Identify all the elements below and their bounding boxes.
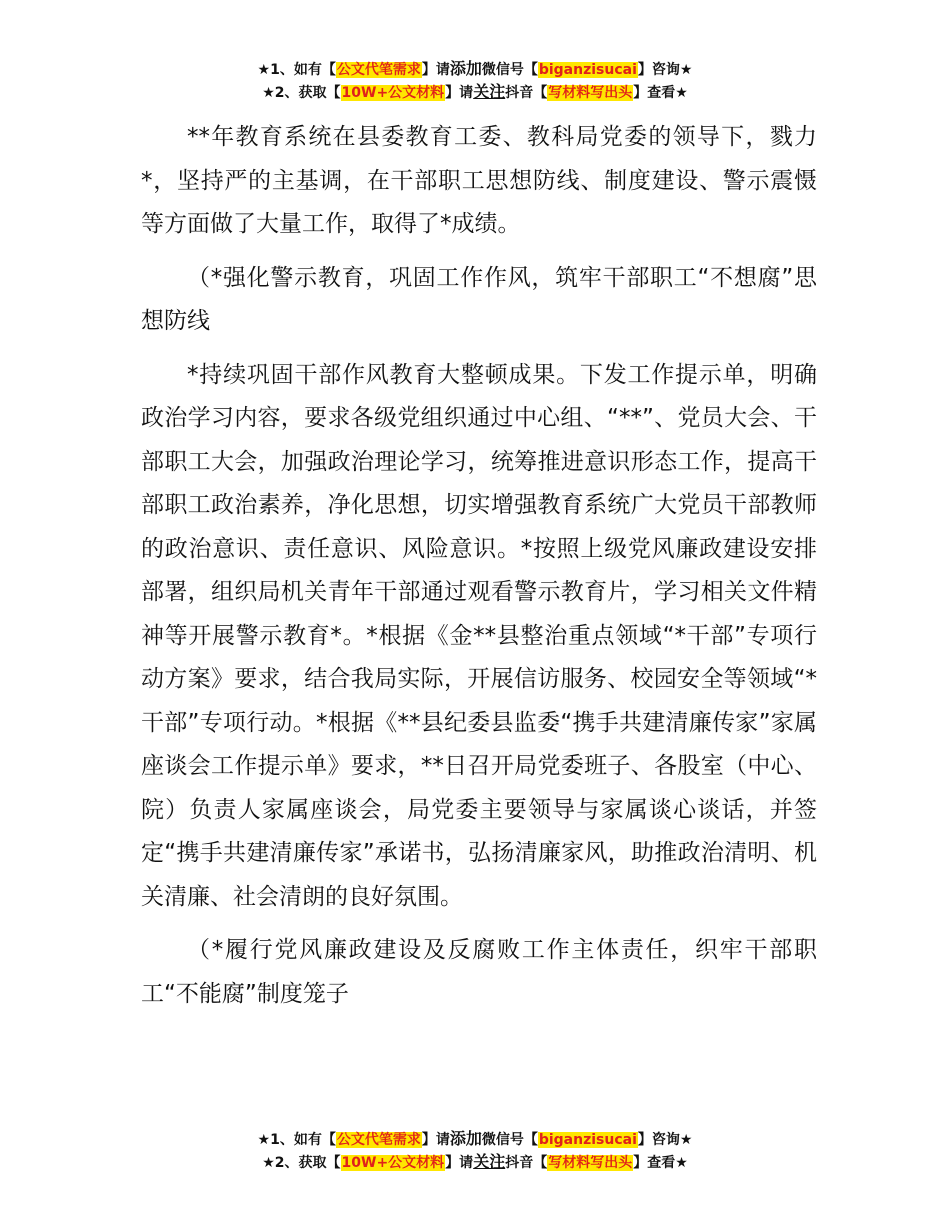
section-heading-1: （*强化警示教育，巩固工作作风，筑牢干部职工“不想腐”思想防线 [141,264,817,334]
highlight-douyin-account: 写材料写出头 [548,1155,633,1171]
banner-text: 】查看★ [633,1155,688,1171]
banner-text: 】请 [421,1132,450,1148]
banner-emphasis: 添加 [449,59,482,78]
banner-text: 抖音【 [505,1155,548,1171]
banner-text: 微信号【 [481,1132,538,1148]
banner-line-1 [0,1128,950,1151]
section-heading-2: （*履行党风廉政建设及反腐败工作主体责任，织牢干部职工“不能腐”制度笼子 [141,937,817,1007]
highlight-materials: 10W+公文材料 [341,85,445,101]
banner-emphasis: 关注 [473,1152,506,1171]
banner-emphasis: 关注 [473,82,506,101]
highlight-wechat-id: biganzisucai [538,1132,637,1148]
banner-emphasis: 添加 [449,1129,482,1148]
banner-text: 】请 [445,1155,474,1171]
banner-line-2 [0,81,950,104]
banner-text: ★2、获取【 [262,85,341,101]
highlight-wechat-id: biganzisucai [538,62,637,78]
banner-text: 】请 [445,85,474,101]
banner-text: ★1、如有【 [257,1132,336,1148]
paragraph-details: *持续巩固干部作风教育大整顿成果。下发工作提示单，明确政治学习内容，要求各级党组织通过中心组、“**”、党员大会、干部职工大会，加强政治理论学习，统筹推进意识形态工作，提高干部职工政治素养，净化思想，切实增强教育系统广大党员干部教师的政治意识、责任意识、风险意识。*按照上级党风廉政建设安排部署，组织局机关青年干部通过观看警示教育片，学习相关文件精神等开展警示教育*。*根据《金**县整治重点领域“*干部”专项行动方案》要求，结合我局实际，开展信访服务、校园安全等领域“*干部”专项行动。*根据《**县纪委县监委“携手共建清廉传家”家属座谈会工作提示单》要求，**日召开局党委班子、各股室（中心、院）负责人家属座谈会，局党委主要领导与家属谈心谈话，并签定“携手共建清廉传家”承诺书，弘扬清廉家风，助推政治清明、机关清廉、社会清朗的良好氛围。 [141,361,817,910]
highlight-ghostwriting: 公文代笔需求 [336,62,421,78]
banner-text: ★2、获取【 [262,1155,341,1171]
highlight-ghostwriting: 公文代笔需求 [336,1132,421,1148]
document-body [141,116,817,1026]
highlight-materials: 10W+公文材料 [341,1155,445,1171]
banner-text: ★1、如有【 [257,62,336,78]
banner-line-2 [0,1151,950,1174]
banner-text: 微信号【 [481,62,538,78]
banner-text: 】咨询★ [637,1132,693,1148]
banner-line-1 [0,58,950,81]
banner-text: 抖音【 [505,85,548,101]
paragraph-intro: **年教育系统在县委教育工委、教科局党委的领导下，戮力*，坚持严的主基调，在干部职工思想防线、制度建设、警示震慑等方面做了大量工作，取得了*成绩。 [141,124,817,237]
banner-text: 】请 [421,62,450,78]
banner-text: 】咨询★ [637,62,693,78]
footer-banner [0,1128,950,1174]
header-banner [0,58,950,104]
highlight-douyin-account: 写材料写出头 [548,85,633,101]
banner-text: 】查看★ [633,85,688,101]
